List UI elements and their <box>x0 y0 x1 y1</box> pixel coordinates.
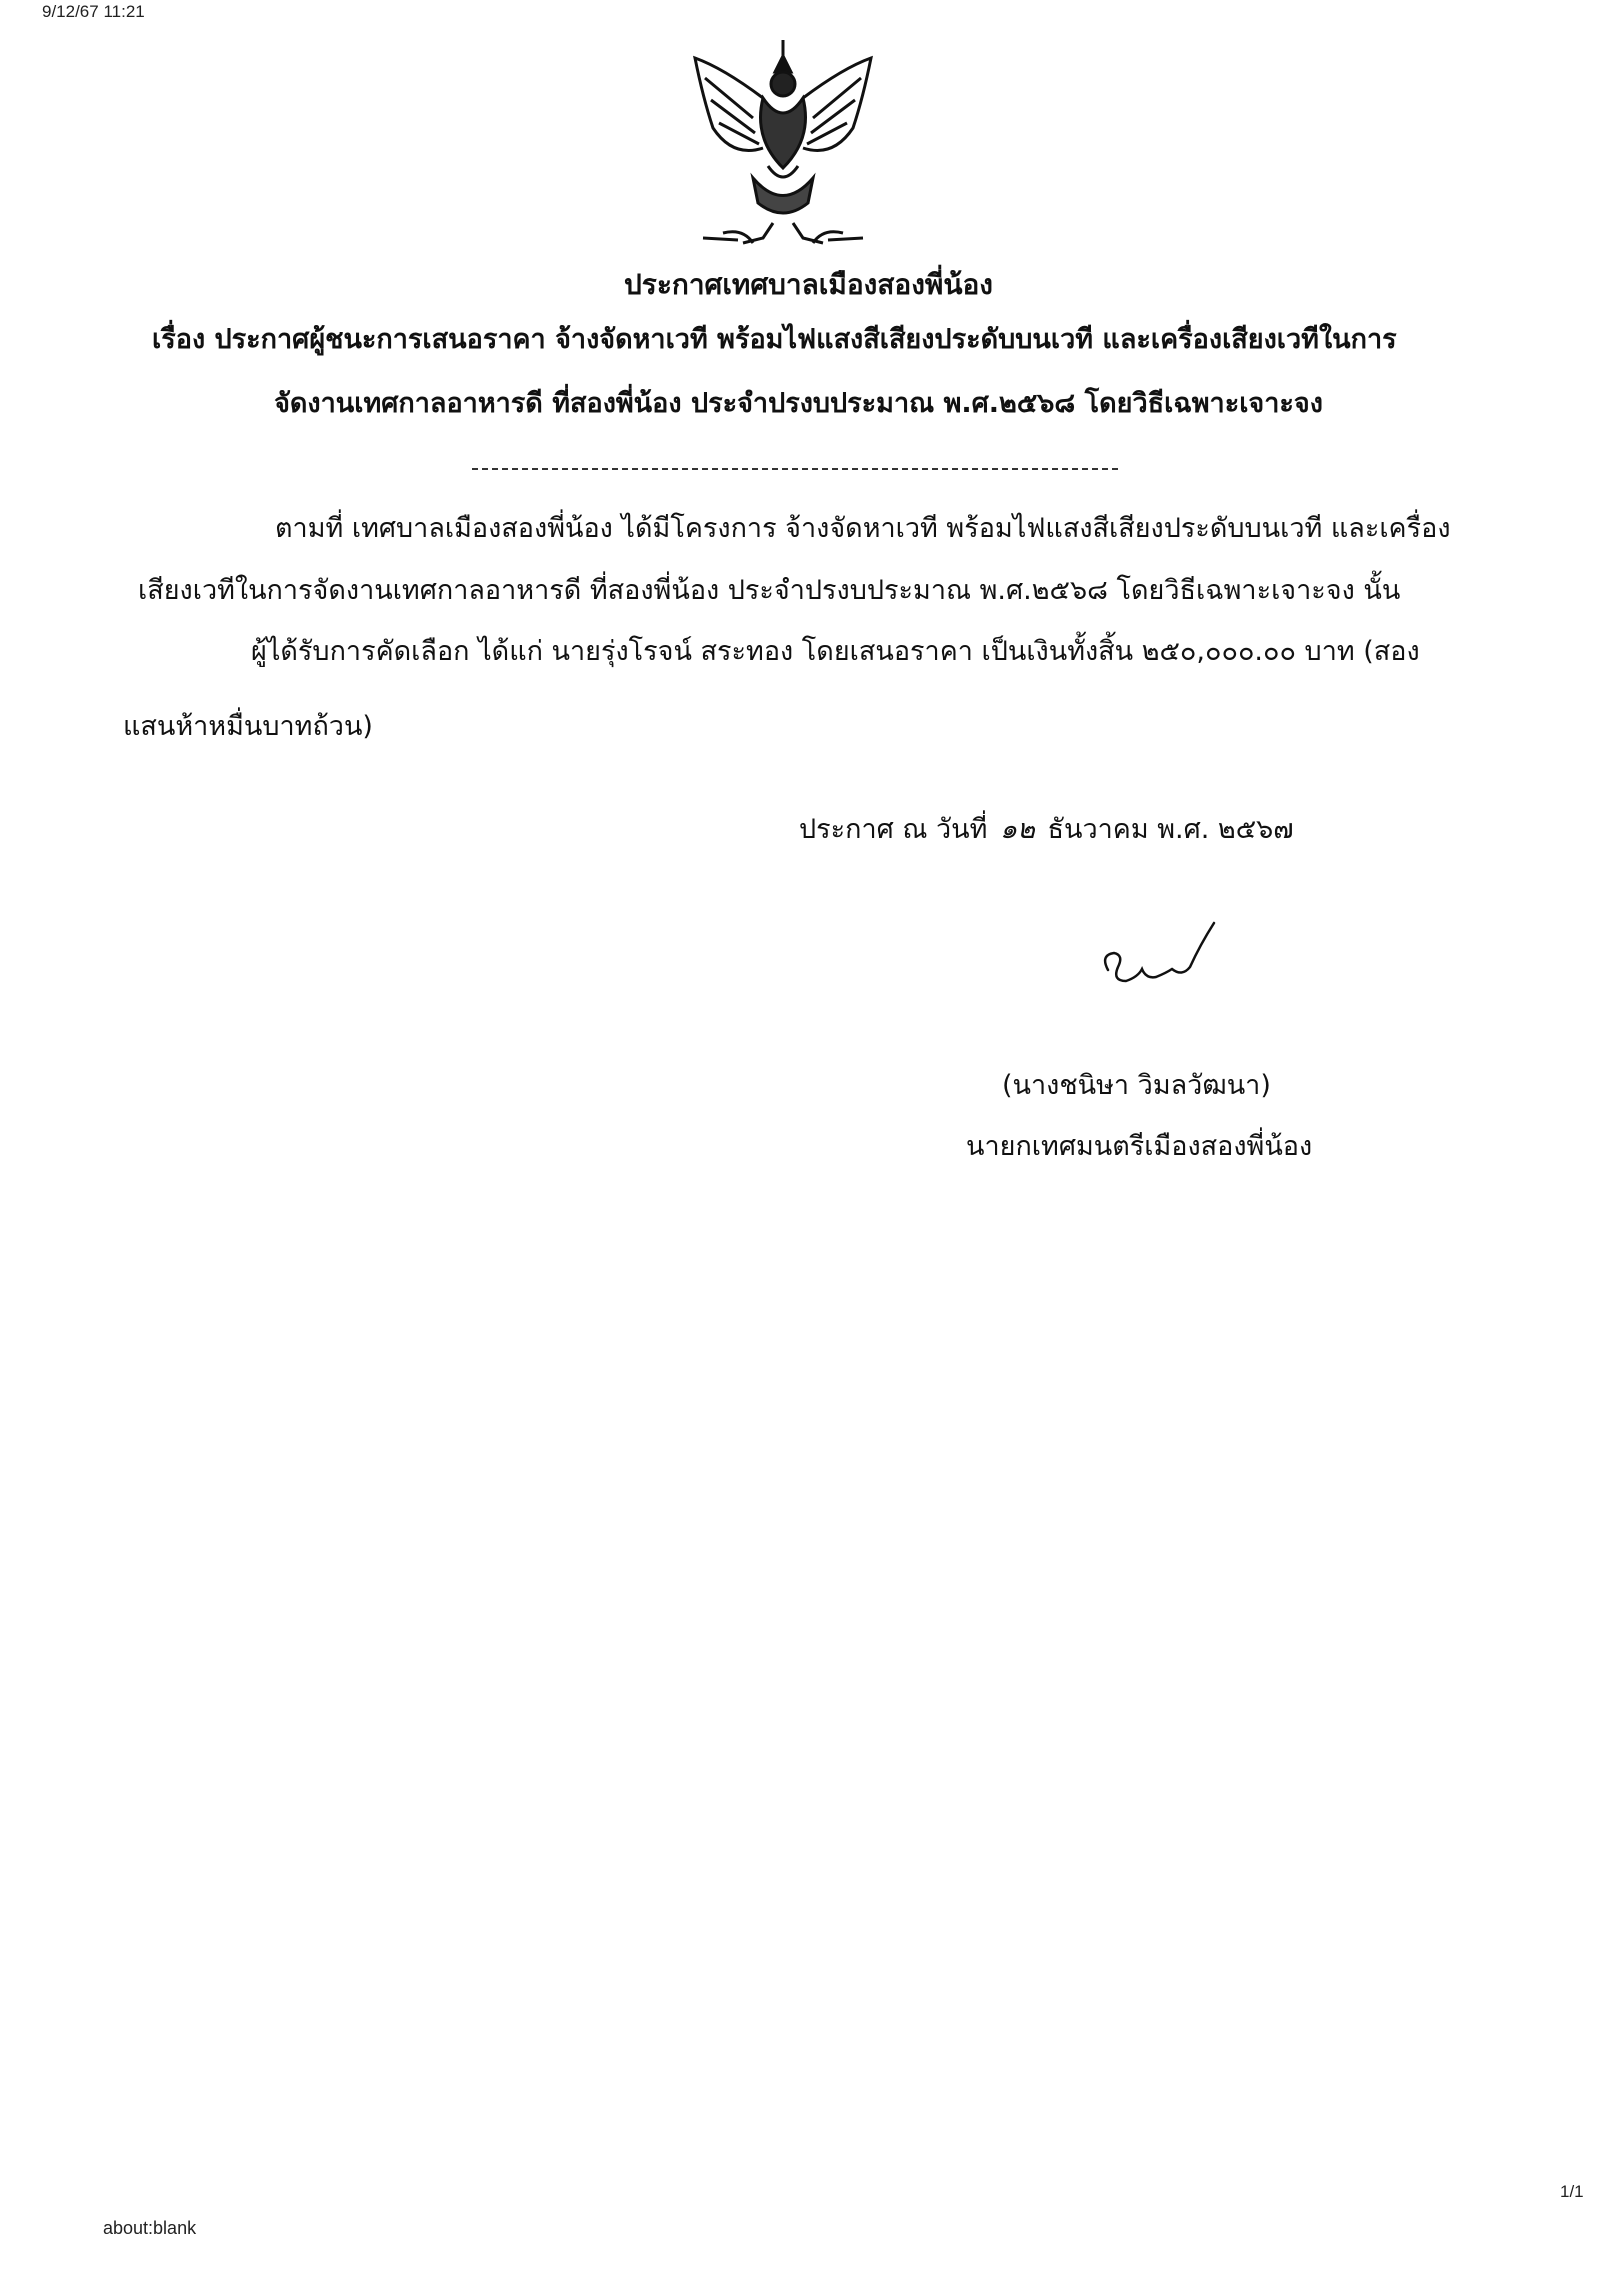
document-title: ประกาศเทศบาลเมืองสองพี่น้อง <box>624 268 993 301</box>
date-suffix: ธันวาคม พ.ศ. ๒๕๖๗ <box>1047 814 1294 845</box>
announcement-date <box>799 810 1294 850</box>
subject-line-1: เรื่อง ประกาศผู้ชนะการเสนอราคา จ้างจัดหาเวที พร้อมไฟแสงสีเสียงประดับบนเวที และเครื่องเสียงเวทีในการ <box>152 324 1397 355</box>
print-footer-page-number: 1/1 <box>1560 2182 1584 2201</box>
date-prefix: ประกาศ ณ วันที่ <box>799 814 988 845</box>
print-footer-url: about:blank <box>103 2218 197 2238</box>
print-header-datetime: 9/12/67 11:21 <box>42 2 145 21</box>
body-line-3: ผู้ได้รับการคัดเลือก ได้แก่ นายรุ่งโรจน์ สระทอง โดยเสนอราคา เป็นเงินทั้งสิ้น ๒๕๐,๐๐๐.๐๐ บาท (สอง <box>251 636 1420 667</box>
body-line-2: เสียงเวทีในการจัดงานเทศกาลอาหารดี ที่สองพี่น้อง ประจำปรงบประมาณ พ.ศ.๒๕๖๘ โดยวิธีเฉพาะเจาะจง นั้น <box>138 575 1401 606</box>
body-line-1: ตามที่ เทศบาลเมืองสองพี่น้อง ได้มีโครงการ จ้างจัดหาเวที พร้อมไฟแสงสีเสียงประดับบนเวที และเครื่อง <box>275 513 1451 544</box>
dashed-divider <box>472 468 1118 470</box>
subject-line-2: จัดงานเทศกาลอาหารดี ที่สองพี่น้อง ประจำปรงบประมาณ พ.ศ.๒๕๖๘ โดยวิธีเฉพาะเจาะจง <box>274 388 1323 419</box>
garuda-emblem-icon <box>683 38 883 256</box>
signature-icon <box>1090 915 1230 1005</box>
body-line-4: แสนห้าหมื่นบาทถ้วน) <box>123 711 373 742</box>
date-day: ๑๒ <box>1000 814 1035 845</box>
signer-title: นายกเทศมนตรีเมืองสองพี่น้อง <box>966 1131 1313 1162</box>
signer-name: (นางชนิษา วิมลวัฒนา) <box>1002 1070 1271 1101</box>
